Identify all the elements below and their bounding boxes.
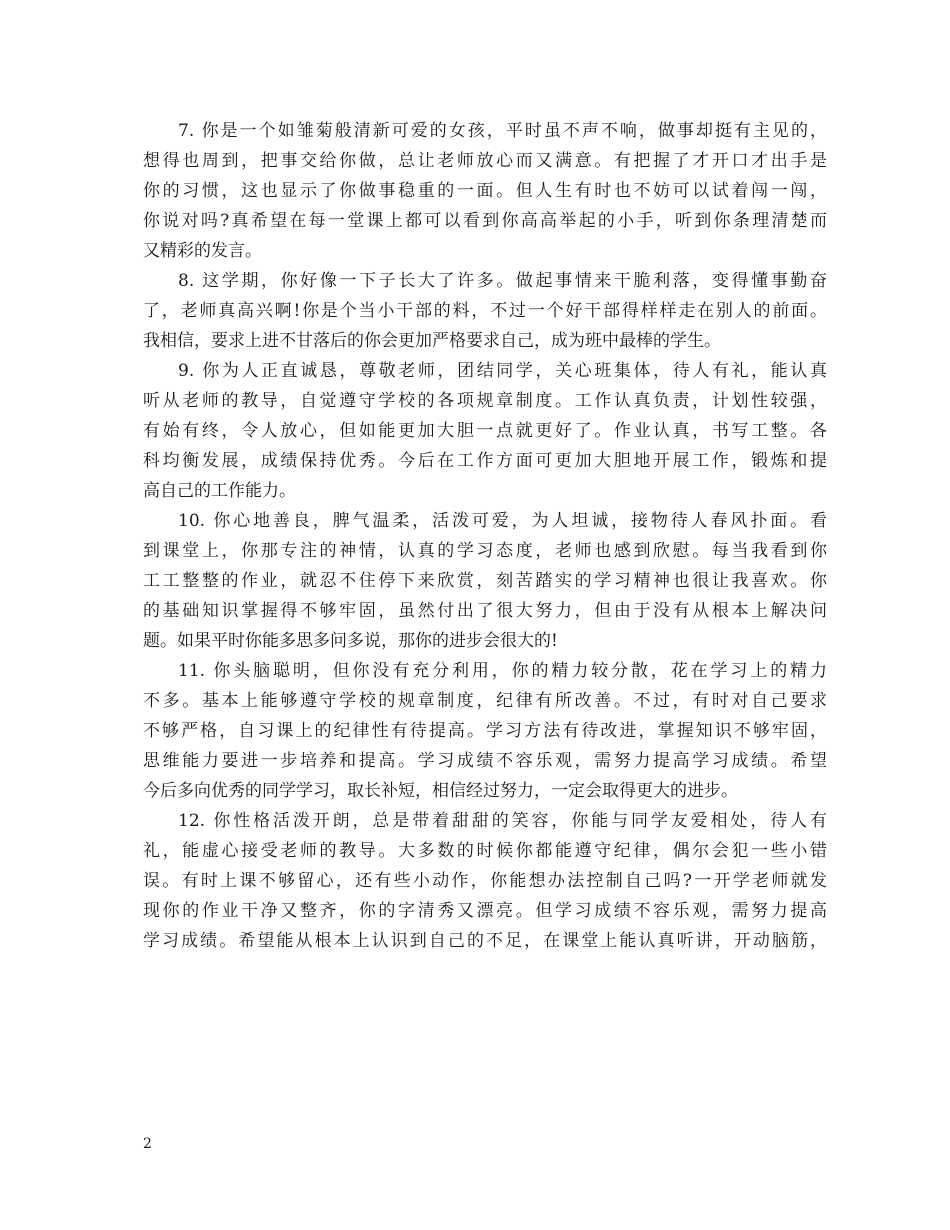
document-body xyxy=(143,116,827,956)
text-line: 学习成绩。希望能从根本上认识到自己的不足，在课堂上能认真听讲，开动脑筋， xyxy=(143,931,827,951)
text-line: 题。如果平时你能多思多问多说，那你的进步会很大的! xyxy=(143,631,558,651)
text-line: 你的习惯，这也显示了你做事稳重的一面。但人生有时也不妨可以试着闯一闯， xyxy=(143,181,827,201)
text-line: 礼，能虚心接受老师的教导。大多数的时候你都能遵守纪律，偶尔会犯一些小错 xyxy=(143,841,827,861)
text-line: 你说对吗?真希望在每一堂课上都可以看到你高高举起的小手，听到你条理清楚而 xyxy=(143,211,827,231)
text-line: 10. 你心地善良，脾气温柔，活泼可爱，为人坦诚，接物待人春风扑面。看 xyxy=(178,511,827,531)
text-line: 误。有时上课不够留心，还有些小动作，你能想办法控制自己吗?一开学老师就发 xyxy=(143,871,827,891)
text-line: 不够严格，自习课上的纪律性有待提高。学习方法有待改进，掌握知识不够牢固， xyxy=(143,721,827,741)
text-line: 现你的作业干净又整齐，你的字清秀又漂亮。但学习成绩不容乐观，需努力提高 xyxy=(143,901,827,921)
text-line: 了，老师真高兴啊!你是个当小干部的料，不过一个好干部得样样走在别人的前面。 xyxy=(143,301,827,321)
text-line: 8. 这学期，你好像一下子长大了许多。做起事情来干脆利落，变得懂事勤奋 xyxy=(178,271,827,291)
text-line: 高自己的工作能力。 xyxy=(143,481,296,501)
text-line: 我相信，要求上进不甘落后的你会更加严格要求自己，成为班中最棒的学生。 xyxy=(143,331,721,351)
text-line: 有始有终，令人放心，但如能更加大胆一点就更好了。作业认真，书写工整。各 xyxy=(143,421,827,441)
comment-paragraph xyxy=(143,116,827,266)
text-line: 不多。基本上能够遵守学校的规章制度，纪律有所改善。不过，有时对自己要求 xyxy=(143,691,827,711)
page-number: 2 xyxy=(143,1136,152,1152)
text-line: 9. 你为人正直诚恳，尊敬老师，团结同学，关心班集体，待人有礼，能认真 xyxy=(178,361,827,381)
text-line: 到课堂上，你那专注的神情，认真的学习态度，老师也感到欣慰。每当我看到你 xyxy=(143,541,827,561)
comment-paragraph xyxy=(143,806,827,956)
comment-paragraph xyxy=(143,356,827,506)
text-line: 思维能力要进一步培养和提高。学习成绩不容乐观，需努力提高学习成绩。希望 xyxy=(143,751,827,771)
comment-paragraph xyxy=(143,266,827,356)
text-line: 12. 你性格活泼开朗，总是带着甜甜的笑容，你能与同学友爱相处，待人有 xyxy=(178,811,827,831)
text-line: 工工整整的作业，就忍不住停下来欣赏，刻苦踏实的学习精神也很让我喜欢。你 xyxy=(143,571,827,591)
text-line: 今后多向优秀的同学学习，取长补短，相信经过努力，一定会取得更大的进步。 xyxy=(143,781,738,801)
text-line: 想得也周到，把事交给你做，总让老师放心而又满意。有把握了才开口才出手是 xyxy=(143,151,827,171)
text-line: 的基础知识掌握得不够牢固，虽然付出了很大努力，但由于没有从根本上解决问 xyxy=(143,601,827,621)
text-line: 科均衡发展，成绩保持优秀。今后在工作方面可更加大胆地开展工作，锻炼和提 xyxy=(143,451,827,471)
text-line: 听从老师的教导，自觉遵守学校的各项规章制度。工作认真负责，计划性较强， xyxy=(143,391,827,411)
text-line: 7. 你是一个如雏菊般清新可爱的女孩，平时虽不声不响，做事却挺有主见的， xyxy=(178,121,827,141)
text-line: 又精彩的发言。 xyxy=(143,241,262,261)
comment-paragraph xyxy=(143,506,827,656)
comment-paragraph xyxy=(143,656,827,806)
text-line: 11. 你头脑聪明，但你没有充分利用，你的精力较分散，花在学习上的精力 xyxy=(178,661,827,681)
